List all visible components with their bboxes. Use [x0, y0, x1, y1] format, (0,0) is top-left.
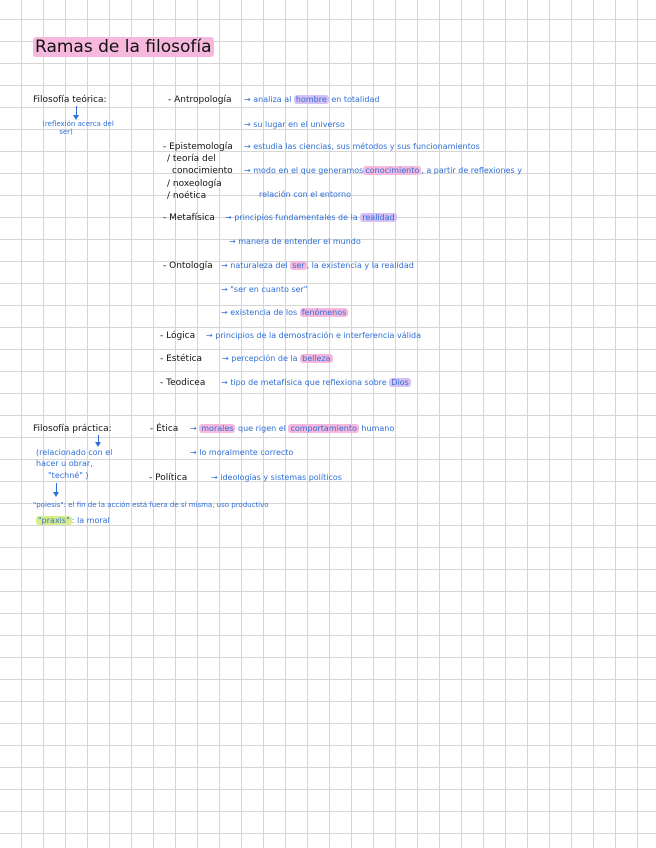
practica-note-2: hacer u obrar, — [36, 459, 93, 468]
teodicea-highlight: Dios — [391, 378, 409, 387]
metafisica-line1 — [225, 214, 397, 222]
estetica-label: - Estética — [160, 354, 203, 364]
title-highlight: Ramas de la filosofía — [35, 37, 212, 57]
practica-note-3: "techné" ) — [48, 471, 89, 480]
teodicea-label: - Teodicea — [160, 378, 206, 388]
ontologia-line3-pre: → existencia de los — [221, 308, 298, 317]
ontologia-label: - Ontología — [163, 261, 213, 271]
down-arrow-icon — [53, 492, 59, 497]
etica-line1 — [190, 425, 394, 433]
epistemologia-alt1: / teoría del — [167, 154, 216, 164]
antropologia-highlight: hombre — [295, 95, 327, 104]
ontologia-line3 — [221, 309, 348, 317]
etica-highlight-comportamiento: comportamiento — [290, 424, 357, 433]
teodicea-line1 — [221, 379, 411, 387]
etica-line1-mid: que rigen el — [238, 424, 286, 433]
page-title — [33, 39, 214, 56]
teorica-heading: Filosofía teórica: — [33, 95, 107, 105]
etica-highlight-morales: morales — [201, 424, 234, 433]
practica-heading: Filosofía práctica: — [33, 424, 112, 434]
antropologia-label: - Antropología — [168, 95, 232, 105]
logica-line1: → principios de la demostración e interferencia válida — [206, 331, 422, 340]
down-arrow-icon — [95, 442, 101, 447]
arrow-icon: → — [244, 95, 251, 104]
praxis-highlight: "praxis" — [38, 516, 70, 525]
politica-label: - Política — [149, 473, 188, 483]
politica-line1: → ideologías y sistemas políticos — [211, 473, 342, 482]
metafisica-line2: → manera de entender el mundo — [229, 237, 361, 246]
epistemologia-alt3: / noxeología — [167, 179, 222, 189]
arrow-icon: → — [190, 424, 197, 433]
etica-line1-post: humano — [361, 424, 395, 433]
antropologia-line1 — [244, 96, 379, 104]
epistemologia-alt4: / noética — [167, 191, 207, 201]
epistemologia-line3: relación con el entorno — [259, 190, 352, 199]
metafisica-label: - Metafísica — [163, 213, 215, 223]
epistemologia-line2-pre: → modo en el que generamos — [244, 166, 364, 175]
ontologia-highlight-fenomenos: fenómenos — [301, 308, 347, 317]
poiesis-line: "poiesis": el fin de la acción está fuera de sí misma, uso productivo — [33, 501, 269, 509]
epistemologia-alt2: conocimiento — [172, 166, 233, 176]
teorica-note-1: (reflexión acerca del — [42, 120, 114, 128]
metafisica-highlight: realidad — [362, 213, 395, 222]
ontologia-line1-post: , la existencia y la realidad — [306, 261, 414, 270]
antropologia-line1-pre: analiza al — [253, 95, 292, 104]
praxis-post: : la moral — [71, 516, 110, 525]
antropologia-line1-post: en totalidad — [331, 95, 380, 104]
praxis-line — [36, 517, 110, 525]
etica-label: - Ética — [150, 424, 179, 434]
estetica-highlight: belleza — [302, 354, 331, 363]
ontologia-line1-pre: → naturaleza del — [221, 261, 288, 270]
estetica-line1 — [222, 355, 333, 363]
logica-label: - Lógica — [160, 331, 196, 341]
ontologia-line1 — [221, 262, 414, 270]
teodicea-line1-pre: → tipo de metafísica que reflexiona sobre — [221, 378, 387, 387]
metafisica-line1-pre: → principios fundamentales de la — [225, 213, 358, 222]
ontologia-highlight-ser: ser — [292, 261, 305, 270]
estetica-line1-pre: → percepción de la — [222, 354, 298, 363]
practica-note-1: (relacionado con el — [36, 448, 113, 457]
epistemologia-label: - Epistemología — [163, 142, 233, 152]
epistemologia-line2 — [244, 167, 522, 175]
etica-line2: → lo moralmente correcto — [190, 448, 294, 457]
epistemologia-highlight: conocimiento — [365, 166, 420, 175]
antropologia-line2: → su lugar en el universo — [244, 120, 345, 129]
ontologia-line2: → "ser en cuanto ser" — [221, 285, 308, 294]
teorica-note-2: ser) — [59, 128, 73, 136]
epistemologia-line2-post: , a partir de reflexiones y — [421, 166, 522, 175]
epistemologia-line1: → estudia las ciencias, sus métodos y sus funcionamientos — [244, 142, 480, 151]
